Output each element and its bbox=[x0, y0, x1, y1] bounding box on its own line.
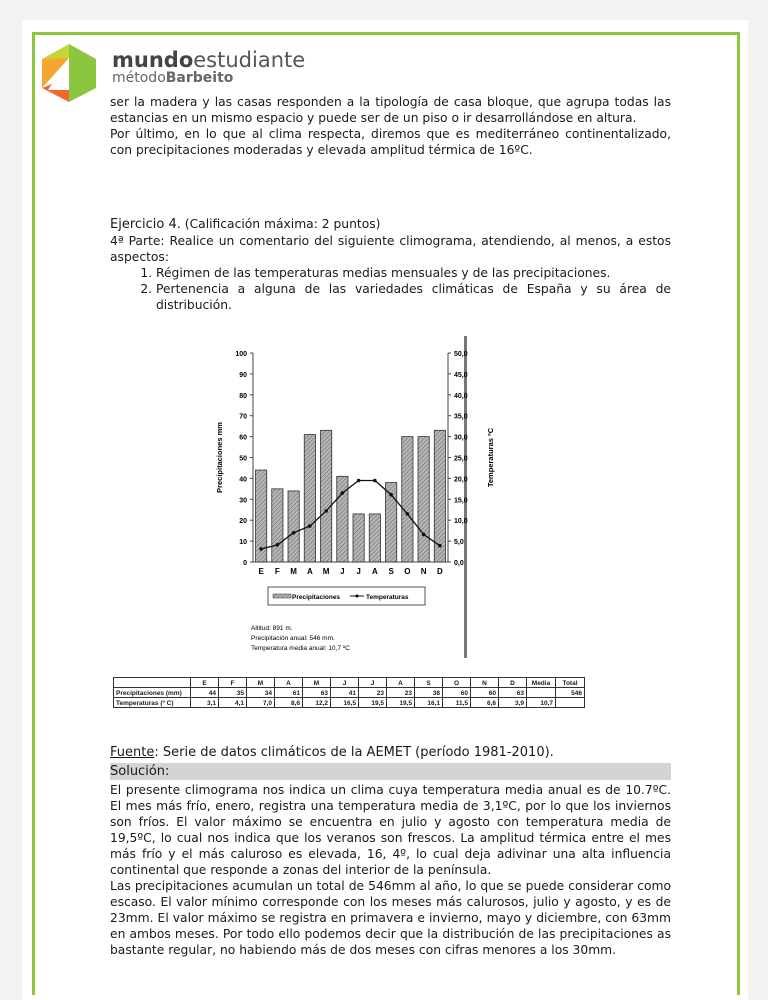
legend-label: Precipitaciones bbox=[292, 594, 341, 601]
temperature-point bbox=[438, 544, 442, 548]
table-cell: 8,6 bbox=[275, 698, 303, 708]
temperature-point bbox=[308, 524, 312, 528]
table-cell: E bbox=[191, 678, 219, 688]
table-cell: 41 bbox=[331, 688, 359, 698]
table-cell: 63 bbox=[303, 688, 331, 698]
table-cell: Media bbox=[527, 678, 556, 688]
table-row bbox=[114, 678, 585, 688]
x-tick-label: D bbox=[436, 567, 443, 576]
bar bbox=[369, 514, 380, 562]
table-row bbox=[114, 688, 585, 698]
table-cell: 44 bbox=[191, 688, 219, 698]
table-cell: 3,9 bbox=[499, 698, 527, 708]
table-cell: 19,5 bbox=[359, 698, 387, 708]
x-tick-label: E bbox=[258, 567, 264, 576]
source: Fuente: Serie de datos climáticos de la AEMET (período 1981-2010). bbox=[110, 745, 554, 760]
bar bbox=[418, 437, 429, 562]
table-cell: 3,1 bbox=[191, 698, 219, 708]
legend-point bbox=[356, 595, 359, 598]
y-axis-label: Precipitaciones mm bbox=[215, 422, 224, 493]
table-cell bbox=[527, 688, 556, 698]
bar bbox=[321, 430, 332, 562]
x-tick-label: A bbox=[306, 567, 313, 576]
bar bbox=[337, 476, 348, 562]
solution-title: Solución: bbox=[110, 763, 671, 780]
x-tick-label: M bbox=[290, 567, 297, 576]
table-cell: A bbox=[387, 678, 415, 688]
logo-icon bbox=[38, 42, 100, 104]
y2-tick-label: 30,0 bbox=[454, 434, 468, 442]
legend-label: Temperaturas bbox=[366, 594, 409, 601]
table-cell: 546 bbox=[556, 688, 585, 698]
table-cell: 63 bbox=[499, 688, 527, 698]
x-tick-label: N bbox=[420, 567, 427, 576]
brand-name: mundoestudiante bbox=[112, 48, 306, 72]
y-tick-label: 0 bbox=[243, 560, 247, 567]
y2-tick-label: 40,0 bbox=[454, 392, 468, 400]
table-cell: 12,2 bbox=[303, 698, 331, 708]
table-cell bbox=[556, 698, 585, 708]
table-cell: F bbox=[219, 678, 247, 688]
table-cell: 35 bbox=[219, 688, 247, 698]
table-cell: 60 bbox=[471, 688, 499, 698]
y-tick-label: 80 bbox=[239, 392, 247, 400]
y2-tick-label: 5,0 bbox=[454, 539, 464, 547]
y2-tick-label: 35,0 bbox=[454, 413, 468, 421]
y2-tick-label: 45,0 bbox=[454, 371, 468, 379]
table-cell: S bbox=[415, 678, 443, 688]
table-cell: 10,7 bbox=[527, 698, 556, 708]
table-cell bbox=[114, 678, 191, 688]
table-cell: D bbox=[499, 678, 527, 688]
y-tick-label: 40 bbox=[239, 476, 247, 484]
y2-tick-label: 10,0 bbox=[454, 518, 468, 526]
y-tick-label: 100 bbox=[235, 351, 247, 358]
table-cell: 19,5 bbox=[387, 698, 415, 708]
chart-note: Altitud: 891 m. bbox=[251, 625, 293, 632]
climate-table bbox=[113, 677, 585, 708]
exercise-title: Ejercicio 4. bbox=[110, 217, 181, 232]
table-cell: 16,1 bbox=[415, 698, 443, 708]
y2-tick-label: 50,0 bbox=[454, 351, 468, 358]
table-cell: Precipitaciones (mm) bbox=[114, 688, 191, 698]
temperature-point bbox=[422, 533, 426, 537]
y2-tick-label: 0,0 bbox=[454, 560, 464, 567]
temperature-point bbox=[276, 543, 280, 547]
x-tick-label: A bbox=[371, 567, 378, 576]
y-tick-label: 90 bbox=[239, 371, 247, 379]
table-cell: J bbox=[359, 678, 387, 688]
climograph bbox=[208, 336, 495, 658]
chart-note: Temperatura media anual: 10,7 ºC bbox=[251, 645, 350, 652]
temperature-point bbox=[406, 512, 410, 516]
table-cell: N bbox=[471, 678, 499, 688]
table-cell: 23 bbox=[359, 688, 387, 698]
y2-tick-label: 15,0 bbox=[454, 497, 468, 505]
table-cell: 16,5 bbox=[331, 698, 359, 708]
y-tick-label: 50 bbox=[239, 455, 247, 463]
bar bbox=[304, 435, 315, 562]
y-tick-label: 60 bbox=[239, 434, 247, 442]
exercise: Ejercicio 4. (Calificación máxima: 2 puntos) 4ª Parte: Realice un comentario del siguiente climograma, atendiendo, al menos, a estos aspectos: 1. Régimen de las temperaturas medias mensuales y de las precipitaciones. 2. Pertenencia a alguna de las variedades climáticas de España y su área de distribución. bbox=[110, 216, 671, 313]
table-cell: 7,0 bbox=[247, 698, 275, 708]
table-cell: Total bbox=[556, 678, 585, 688]
y-tick-label: 30 bbox=[239, 497, 247, 505]
temperature-point bbox=[341, 491, 345, 495]
x-tick-label: S bbox=[388, 567, 394, 576]
bar bbox=[402, 437, 413, 562]
y-tick-label: 10 bbox=[239, 539, 247, 547]
table-cell: 34 bbox=[247, 688, 275, 698]
y-tick-label: 70 bbox=[239, 413, 247, 421]
table-cell: M bbox=[247, 678, 275, 688]
legend-bar-swatch bbox=[273, 594, 291, 598]
table-cell: 6,6 bbox=[471, 698, 499, 708]
table-cell: 11,5 bbox=[443, 698, 471, 708]
temperature-point bbox=[324, 509, 328, 513]
temperature-point bbox=[292, 531, 296, 535]
temperature-point bbox=[373, 479, 377, 483]
brand-sub: métodoBarbeito bbox=[112, 70, 234, 86]
table-cell: O bbox=[443, 678, 471, 688]
x-tick-label: M bbox=[322, 567, 330, 576]
temperature-point bbox=[259, 547, 263, 551]
x-tick-label: F bbox=[274, 567, 280, 576]
y2-axis-label: Temperaturas ºC bbox=[486, 427, 495, 488]
chart-note: Precipitación anual: 546 mm. bbox=[251, 635, 335, 642]
bar bbox=[353, 514, 364, 562]
intro-text: ser la madera y las casas responden a la tipología de casa bloque, que agrupa todas las estancias en un mismo espacio y puede ser de un piso o ir desarrollándose en altura. Por último, en lo que al clima respecta, diremos que es mediterráneo continentalizado, con precipitaciones moderadas y elevada amplitud térmica de 16ºC. bbox=[110, 95, 671, 157]
y2-tick-label: 25,0 bbox=[454, 455, 468, 463]
x-tick-label: J bbox=[356, 567, 361, 576]
temperature-point bbox=[389, 493, 393, 497]
table-cell: J bbox=[331, 678, 359, 688]
table-cell: 60 bbox=[443, 688, 471, 698]
temperature-point bbox=[357, 479, 361, 483]
table-cell: M bbox=[303, 678, 331, 688]
bar bbox=[272, 489, 283, 562]
table-row bbox=[114, 698, 585, 708]
x-tick-label: O bbox=[404, 567, 411, 576]
table-cell: 4,1 bbox=[219, 698, 247, 708]
table-cell: 38 bbox=[415, 688, 443, 698]
table-cell: A bbox=[275, 678, 303, 688]
table-cell: 23 bbox=[387, 688, 415, 698]
table-cell: 61 bbox=[275, 688, 303, 698]
y2-tick-label: 20,0 bbox=[454, 476, 468, 484]
table-cell: Temperaturas (º C) bbox=[114, 698, 191, 708]
solution-text: El presente climograma nos indica un clima cuya temperatura media anual es de 10.7ºC. El mes más frío, enero, registra una temperatura media de 3,1ºC, por lo que los inviernos son fríos. El valor máximo se encuentra en julio y agosto con temperatura media de 19,5ºC, lo cual nos indica que los veranos son frescos. La amplitud térmica entre el mes más frío y el más caluroso es elevada, 16, 4º, lo cual deja adivinar una alta influencia continental que responde a zonas del interior de la península. Las precipitaciones acumulan un total de 546mm al año, lo que se puede considerar como escaso. El valor mínimo corresponde con los meses más calurosos, julio y agosto, y es de 23mm. El valor máximo se registra en primavera e invierno, mayo y diciembre, con 63mm en ambos meses. Por todo ello podemos decir que la distribución de las precipitaciones as bastante regular, no habiendo más de dos meses con cifras menores a los 30mm. bbox=[110, 783, 671, 957]
y-tick-label: 20 bbox=[239, 518, 247, 526]
x-tick-label: J bbox=[340, 567, 345, 576]
bar bbox=[288, 491, 299, 562]
